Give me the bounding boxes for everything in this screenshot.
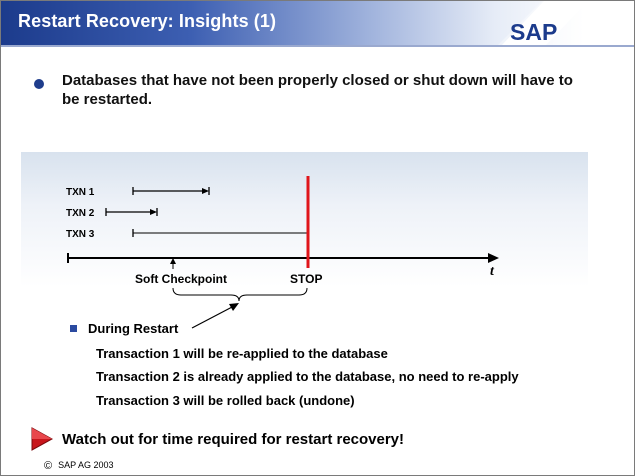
checkpoint-marker — [170, 258, 176, 269]
interval-brace — [173, 288, 307, 301]
red-arrow-icon — [31, 427, 53, 451]
time-axis-label: t — [490, 264, 494, 279]
sub-bullet-icon — [70, 325, 77, 332]
copyright-symbol: © — [44, 460, 53, 472]
checkpoint-label: Soft Checkpoint — [135, 272, 227, 286]
slide-title: Restart Recovery: Insights (1) — [18, 11, 277, 31]
restart-pointer-arrow — [192, 303, 239, 328]
txn-bar-3 — [133, 229, 309, 237]
txn-label-1: TXN 1 — [66, 187, 95, 198]
stop-label: STOP — [290, 272, 323, 286]
txn-bar-1 — [133, 187, 209, 195]
footer — [44, 460, 114, 472]
bullet-text: Databases that have not been properly closed or shut down will have to be restarted. — [62, 72, 573, 108]
restart-heading: During Restart — [88, 321, 179, 336]
txn-label-3: TXN 3 — [66, 229, 95, 240]
restart-item-2: Transaction 2 is already applied to the database, no need to re-apply — [96, 369, 519, 384]
txn-label-2: TXN 2 — [66, 208, 95, 219]
sap-logo-text: SAP — [510, 19, 558, 45]
txn-bar-2 — [106, 208, 157, 216]
warning-text: Watch out for time required for restart recovery! — [62, 431, 405, 448]
time-axis — [68, 253, 499, 263]
restart-item-3: Transaction 3 will be rolled back (undone) — [96, 393, 355, 408]
footer-text: SAP AG 2003 — [58, 460, 114, 470]
restart-item-1: Transaction 1 will be re-applied to the database — [96, 346, 388, 361]
